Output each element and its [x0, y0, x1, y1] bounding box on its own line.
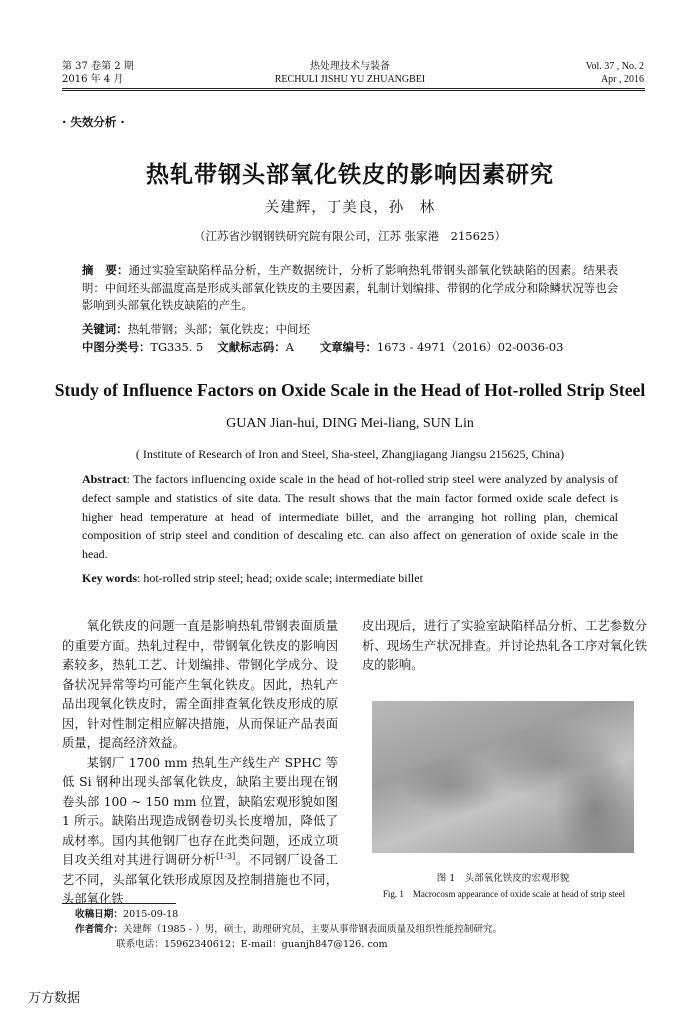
- received-value: 2015-09-18: [122, 909, 179, 920]
- abstract-zh: [82, 262, 618, 315]
- body-right-column: [362, 617, 647, 676]
- footnote-author: [75, 923, 502, 938]
- article-number-label: 文章编号：: [319, 340, 377, 354]
- body-paragraph-1: 氧化铁皮的问题一直是影响热轧带钢表面质量的重要方面。热轧过程中，带钢氧化铁皮的影响因素较多，热轧工艺、计划编排、带钢化学成分、设备状况异常等均可能产生氧化铁皮。因此，热轧产品出现氧化铁皮时，需全面排查氧化铁皮形成的原因，针对性制定相应解决措施，从而保证产品表面质量，提高经济效益。: [62, 619, 338, 750]
- keywords-en: [82, 569, 618, 588]
- footnote-contact: 联系电话：15962340612；E-mail：guanjh847@126. com: [116, 939, 388, 950]
- author-bio-label: 作者简介：: [75, 924, 123, 935]
- paper-title-zh: 热轧带钢头部氧化铁皮的影响因素研究: [146, 162, 554, 188]
- abstract-zh-label: 摘 要：: [82, 263, 129, 277]
- affiliation-en: ( Institute of Research of Iron and Steel, Sha-steel, Zhangjiagang Jiangsu 215625, China): [135, 447, 565, 461]
- header-date-en: Apr , 2016: [600, 74, 644, 85]
- footnote-rule: [62, 903, 176, 904]
- clc-value: TG335. 5: [150, 340, 204, 354]
- abstract-en-text: : The factors influencing oxide scale in the head of hot-rolled strip steel were analyzed by analysis of defect sample and statistics of site data. The result shows that the main factor formed oxide scale defect is higher head temperature at head of intermediate billet, and the arranging hot rolling plan, chemical composition of strip steel and condition of descaling etc. can also affect on generation of oxide scale in the head.: [82, 472, 618, 562]
- abstract-zh-text: 通过实验室缺陷样品分析，生产数据统计，分析了影响热轧带钢头部氧化铁缺陷的因素。结果表明：中间坯头部温度高是形成头部氧化铁皮的主要因素，轧制计划编排、带钢的化学成分和除鳞状况等也会影响到头部氧化铁皮缺陷的产生。: [82, 263, 618, 312]
- doc-code-label: 文献标志码：: [217, 340, 286, 354]
- abstract-en-label: Abstract: [82, 472, 127, 486]
- keywords-zh-label: 关键词：: [82, 322, 128, 336]
- authors-en: GUAN Jian-hui, DING Mei-liang, SUN Lin: [226, 416, 474, 431]
- header-rule: [62, 88, 645, 89]
- figure-1-caption-en: Fig. 1 Macrocosm appearance of oxide scale at head of strip steel: [382, 889, 626, 899]
- keywords-zh: [82, 321, 310, 338]
- body-paragraph-2-text-a: 某钢厂 1700 mm 热轧生产线生产 SPHC 等低 Si 钢种出现头部氧化铁皮，缺陷主要出现在钢卷头部 100 ~ 150 mm 位置，缺陷宏观形貌如图 1 所示。缺陷出现造成钢卷切头长度增加，降低了成材率。国内其他钢厂也存在此类问题，还成立项目攻关组对其进行调研分析: [62, 755, 338, 867]
- citation-ref: [1-3]: [216, 851, 236, 861]
- header-volume-en: [586, 60, 644, 86]
- header-journal-pinyin: RECHULI JISHU YU ZHUANGBEI: [274, 74, 426, 85]
- paper-title-en: Study of Influence Factors on Oxide Scale in the Head of Hot-rolled Strip Steel: [54, 380, 646, 400]
- abstract-en: [82, 470, 618, 564]
- body-paragraph-2-text-b: 。不同钢厂设备工艺不同，头部氧化铁形成原因及控制措施也不同，头部氧化铁: [62, 853, 338, 906]
- affiliation-zh: （江苏省沙钢钢铁研究院有限公司，江苏 张家港 215625）: [193, 229, 507, 243]
- figure-1-image: [372, 701, 634, 853]
- keywords-zh-text: 热轧带钢；头部；氧化铁皮；中间坯: [127, 322, 310, 336]
- body-paragraph-2: [62, 754, 338, 910]
- article-number-value: 1673 - 4971（2016）02-0036-03: [376, 340, 564, 354]
- body-left-column: [62, 617, 338, 910]
- header-volume-issue-en: Vol. 37 , No. 2: [585, 61, 644, 72]
- header-volume-issue: 第 37 卷第 2 期: [62, 61, 134, 72]
- received-label: 收稿日期：: [75, 909, 123, 920]
- classification-line: [82, 339, 563, 356]
- authors-zh: 关建辉，丁美良，孙 林: [264, 200, 436, 216]
- keywords-en-text: : hot-rolled strip steel; head; oxide scale; intermediate billet: [137, 571, 423, 585]
- clc-label: 中图分类号：: [82, 340, 151, 354]
- header-date: 2016 年 4 月: [62, 74, 124, 85]
- footnote-received: [75, 908, 178, 923]
- section-tag: · 失效分析 ·: [62, 115, 125, 129]
- body-paragraph-3: 皮出现后，进行了实验室缺陷样品分析、工艺参数分析、现场生产状况排查。并讨论热轧各工序对氧化铁皮的影响。: [362, 619, 647, 672]
- author-bio-value: 关建辉（1985 - ）男，硕士，助理研究员，主要从事带钢表面质量及组织性能控制研究。: [122, 924, 503, 935]
- header-journal-zh: 热处理技术与装备: [310, 61, 390, 72]
- keywords-en-label: Key words: [82, 571, 137, 585]
- figure-1-caption-zh: 图 1 头部氧化铁皮的宏观形貌: [436, 873, 570, 884]
- doc-code-value: A: [285, 340, 294, 354]
- header-rule-2: [62, 90, 645, 91]
- source-watermark: 万方数据: [28, 991, 81, 1006]
